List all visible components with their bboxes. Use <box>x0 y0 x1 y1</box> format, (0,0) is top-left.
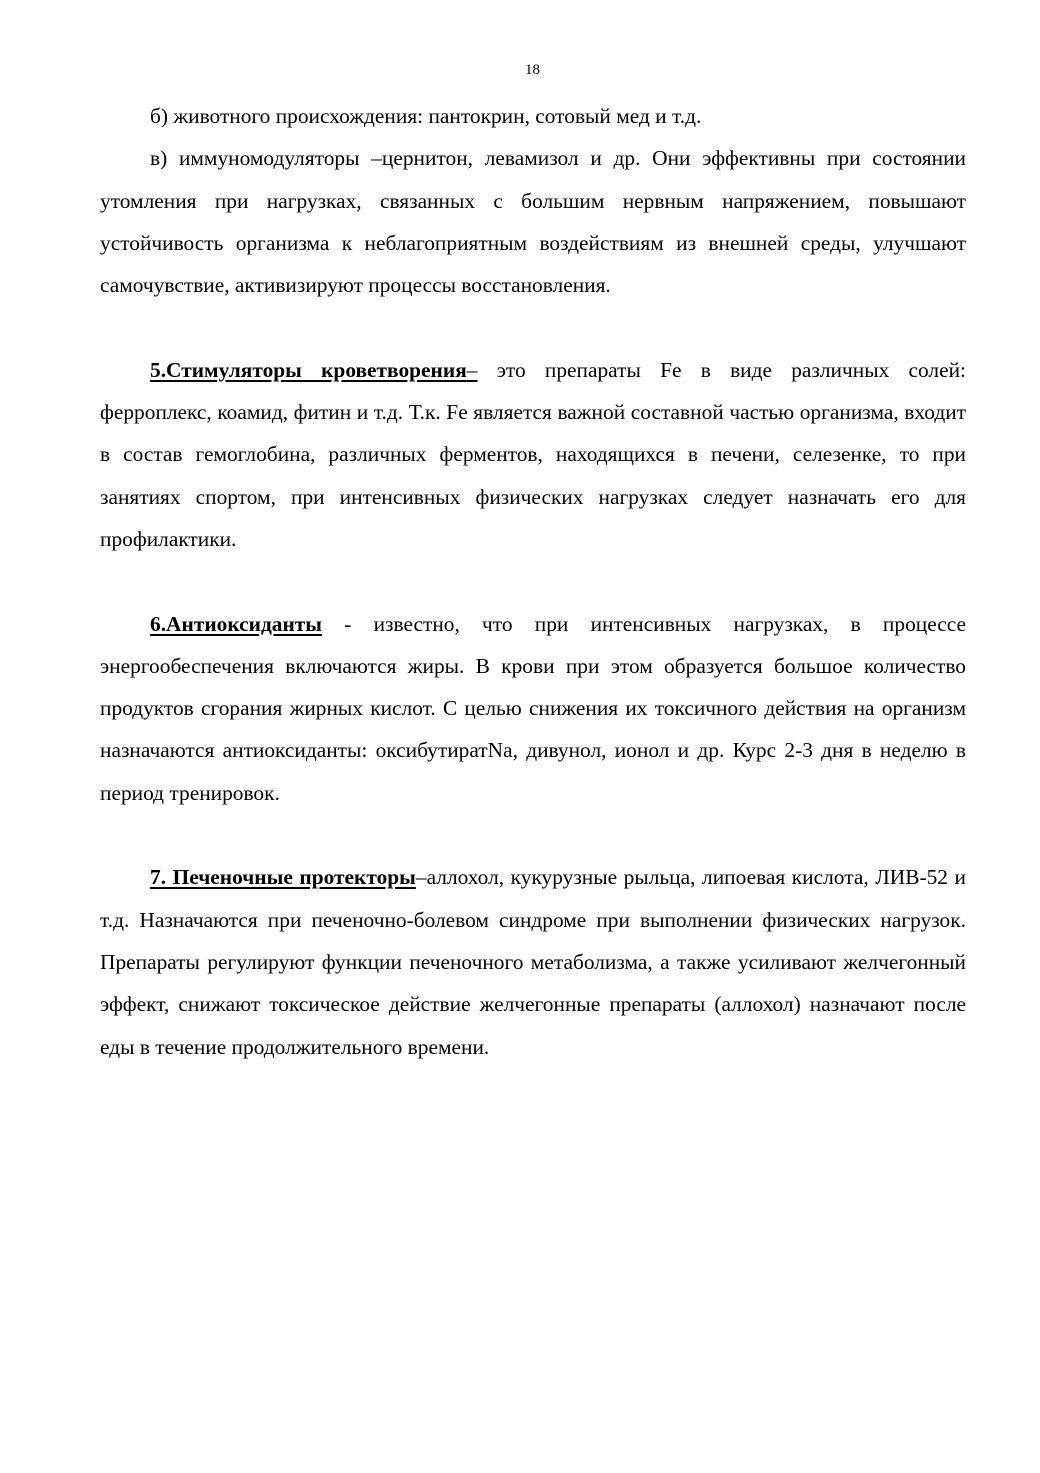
heading-dash: – <box>466 357 478 382</box>
section-heading: 6.Антиоксиданты <box>150 611 323 636</box>
section-heading: 5.Стимуляторы кроветворения <box>150 357 467 382</box>
paragraph-animal-origin: б) животного происхождения: пантокрин, сотовый мед и т.д. <box>150 104 702 128</box>
section-antioxidants <box>100 603 966 814</box>
document-body <box>100 95 966 1068</box>
section-text: - известно, что при интенсивных нагрузках, в процессе энергообеспечения включаются жиры. В крови при этом образуется большое количество продуктов сгорания жирных кислот. С целью снижения их токсичного действия на организм назначаются антиоксиданты: оксибутиратNa, дивунол, ионол и др. Курс 2-3 дня в неделю в период тренировок. <box>100 611 966 805</box>
page-number: 18 <box>525 62 540 78</box>
section-heading: 7. Печеночные протекторы <box>150 865 416 890</box>
section-liver-protectors <box>100 856 966 1067</box>
paragraph-immunomodulators: в) иммуномодуляторы –цернитон, левамизол и др. Они эффективны при состоянии утомления при нагрузках, связанных с большим нервным напряжением, повышают устойчивость организма к неблагоприятным воздействиям из внешней среды, улучшают самочувствие, активизируют процессы восстановления. <box>100 146 966 298</box>
section-hematopoiesis-stimulators <box>100 349 966 560</box>
section-text: –аллохол, кукурузные рыльца, липоевая кислота, ЛИВ-52 и т.д. Назначаются при печеночно-болевом синдроме при выполнении физических нагрузок. Препараты регулируют функции печеночного метаболизма, а также усиливают желчегонный эффект, снижают токсическое действие желчегонные препараты (аллохол) назначают после еды в течение продолжительного времени. <box>100 865 966 1059</box>
section-text: это препараты Fe в виде различных солей: ферроплекс, коамид, фитин и т.д. Т.к. Fe является важной составной частью организма, входит в состав гемоглобина, различных ферментов, находящихся в печени, селезенке, то при занятиях спортом, при интенсивных физических нагрузках следует назначать его для профилактики. <box>100 357 966 551</box>
